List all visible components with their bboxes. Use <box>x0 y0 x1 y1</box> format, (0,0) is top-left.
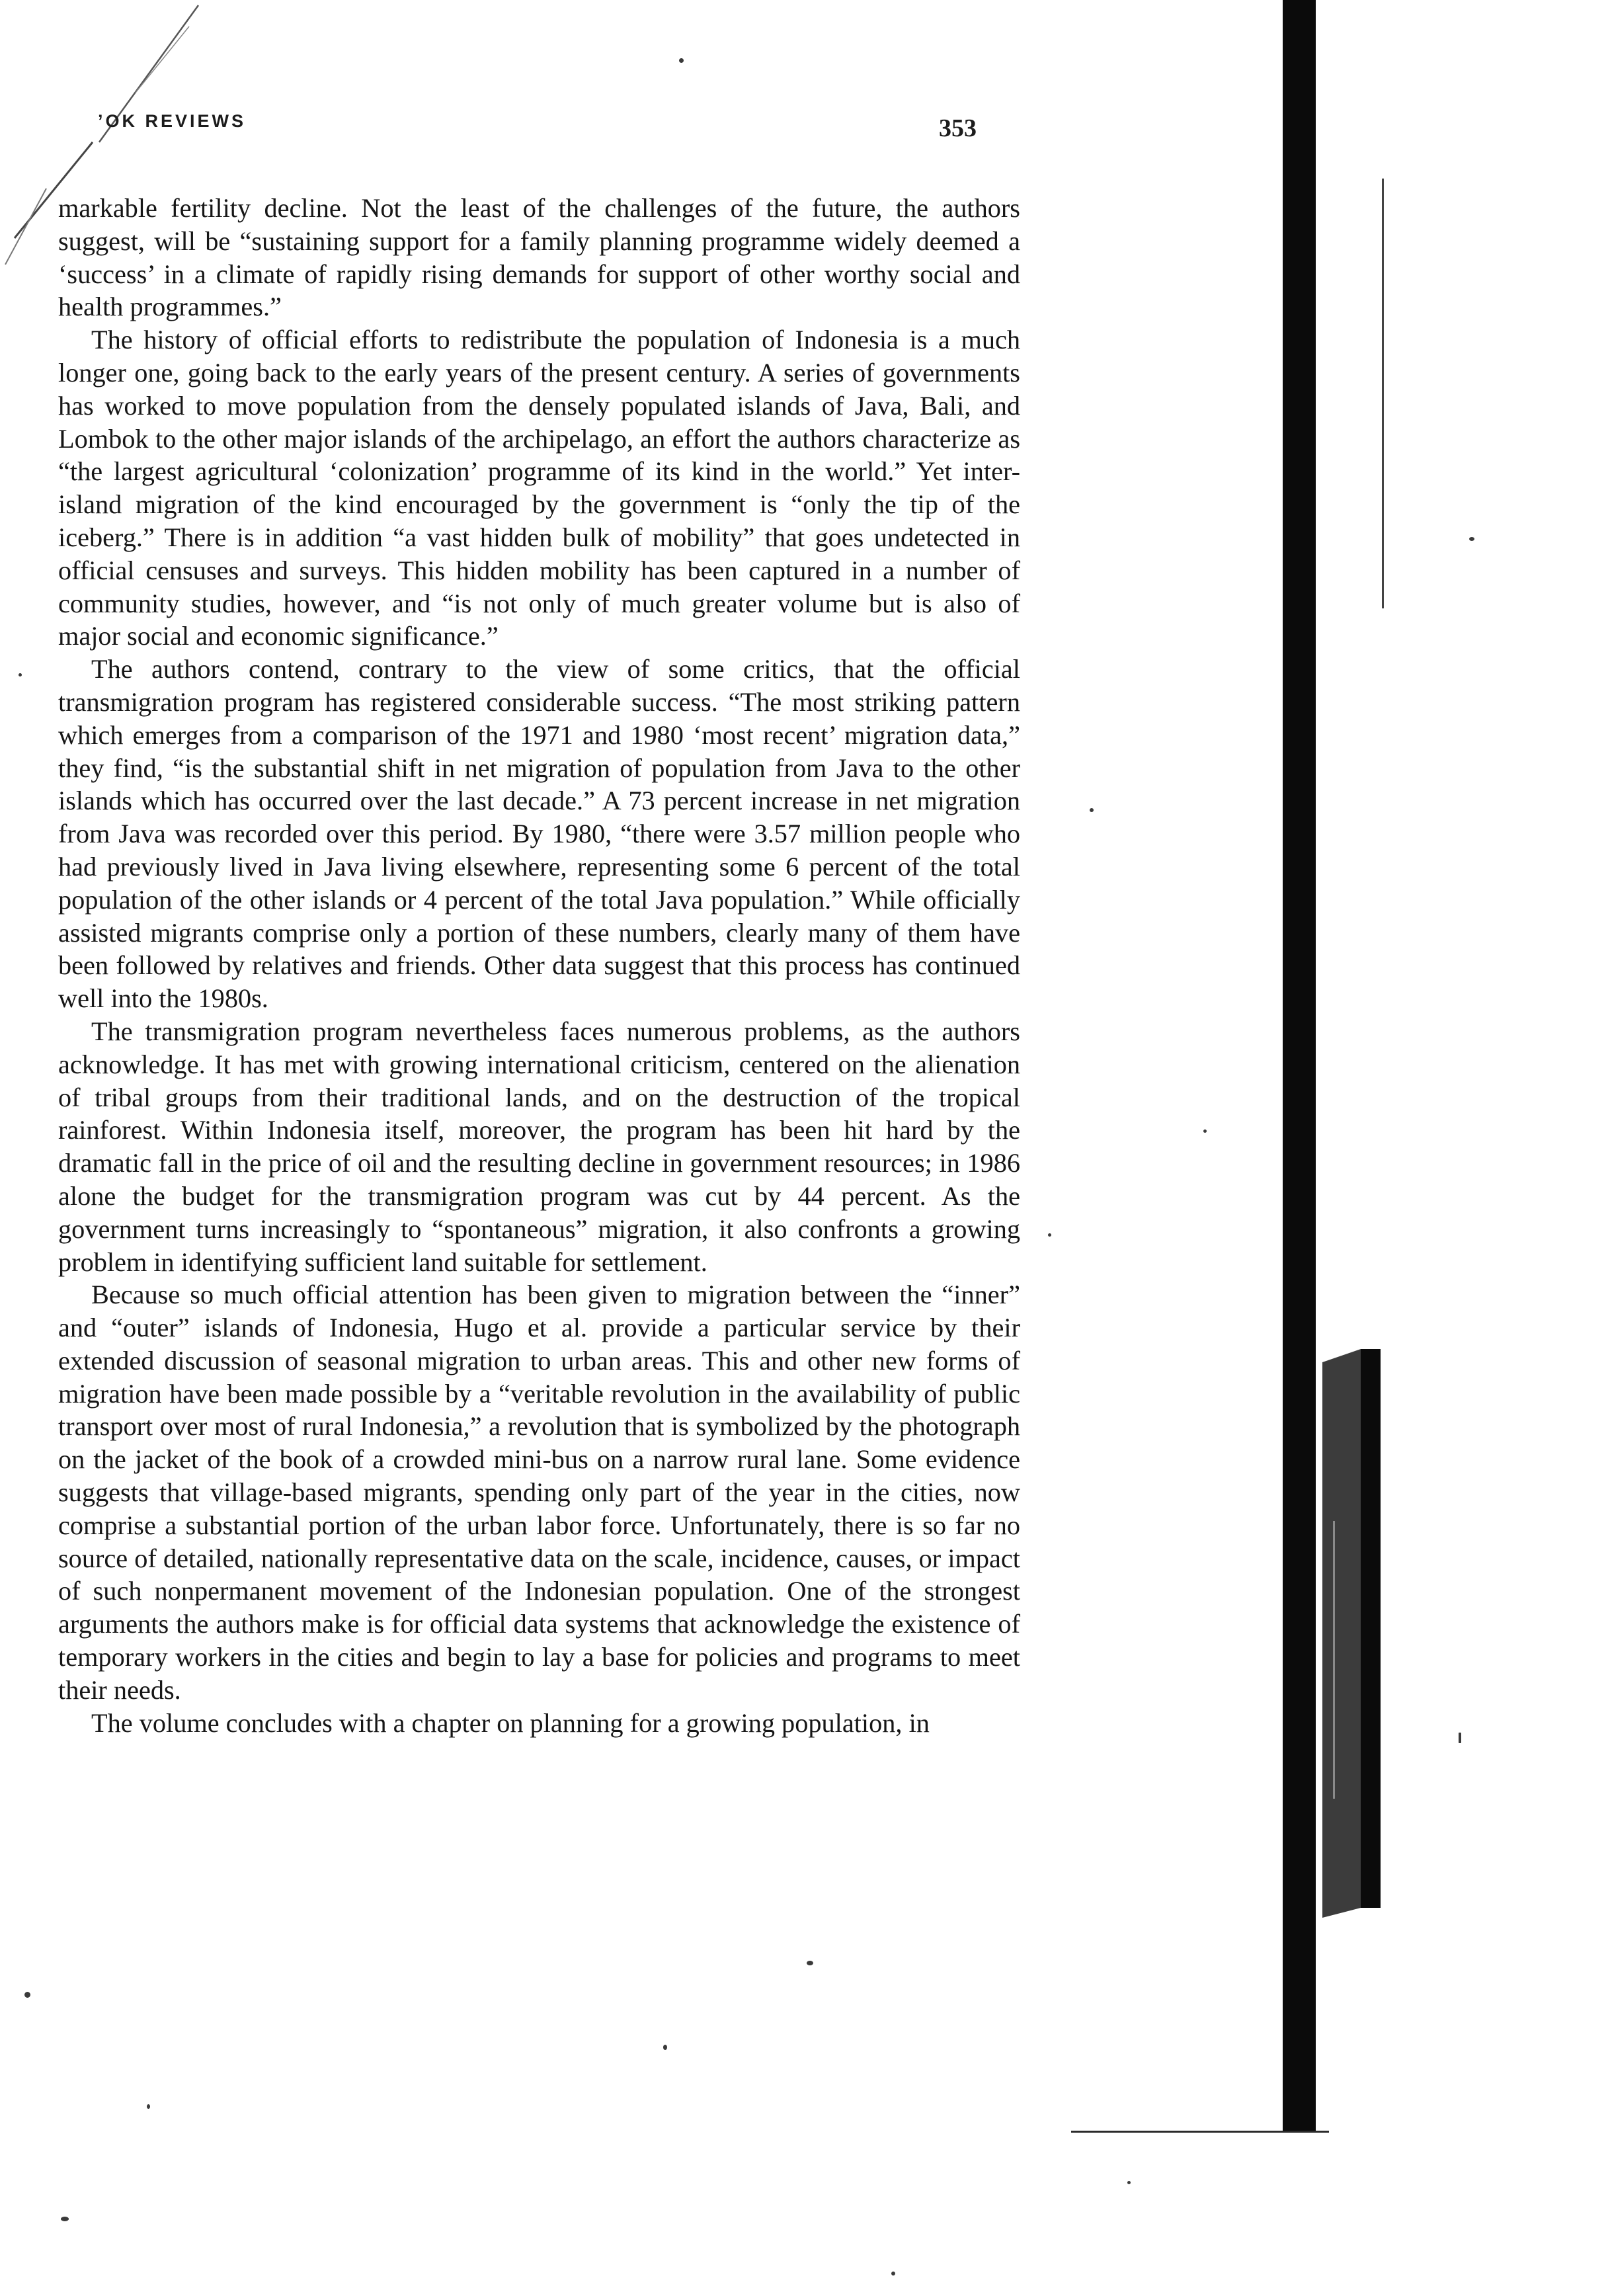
scan-speck <box>663 2045 667 2050</box>
scan-speck <box>1333 1521 1335 1799</box>
binding-shadow-bar <box>1283 0 1316 2133</box>
paragraph: The history of official efforts to redistribute the population of Indonesia is a much longer one, going back to the early years of the present century. A series of governments has worked to move population from the densely populated islands of Java, Bali, and Lombok to the other major islands of the archipelago, an effort the authors characterize as “the largest agricultural ‘colonization’ programme of its kind in the world.” Yet inter-island migration of the kind encouraged by the government is “only the tip of the iceberg.” There is in addition “a vast hidden bulk of mobility” that goes undetected in official censuses and surveys. This hidden mobility has been captured in a number of community studies, however, and “is not only of much greater volume but is also of major social and economic significance.” <box>58 325 1020 651</box>
scan-speck <box>679 58 684 63</box>
running-head: ’OK REVIEWS <box>98 111 247 131</box>
paragraph: Because so much official attention has been given to migration between the “inner” and “outer” islands of Indonesia, Hugo et al. provide a particular service by their extended discussion of seasonal migration to urban areas. This and other new forms of migration have been made possible by a “veritable revolution in the availability of public transport over most of rural Indonesia,” a revolution that is symbolized by the photograph on the jacket of the book of a crowded mini-bus on a narrow rural lane. Some evidence suggests that village-based migrants, spending only part of the year in the cities, now comprise a substantial portion of the urban labor force. Unfortunately, there is so far no source of detailed, nationally representative data on the scale, incidence, causes, or impact of such nonpermanent movement of the Indonesian population. One of the strongest arguments the authors make is for official data systems that acknowledge the existence of temporary workers in the cities and begin to lay a base for policies and programs to meet their needs. <box>58 1280 1020 1705</box>
scan-speck <box>147 2104 150 2109</box>
paragraph: The transmigration program nevertheless faces numerous problems, as the authors acknowledge. It has met with growing international criticism, centered on the alienation of tribal groups from their traditional lands, and on the destruction of the tropical rainforest. Within Indonesia itself, moreover, the program has been hit hard by the dramatic fall in the price of oil and the resulting decline in government resources; in 1986 alone the budget for the transmigration program was cut by 44 percent. As the government turns increasingly to “spontaneous” migration, it also confronts a growing problem in identifying sufficient land suitable for settlement. <box>58 1016 1020 1277</box>
page-number: 353 <box>939 114 977 142</box>
scan-speck <box>1459 1733 1461 1743</box>
scan-speck <box>1090 808 1094 812</box>
scan-speck <box>19 673 22 676</box>
scan-speck <box>1127 2181 1131 2184</box>
scan-speck <box>1048 1233 1051 1237</box>
scan-speck <box>61 2217 69 2221</box>
scan-speck <box>24 1992 30 1998</box>
paragraph: The authors contend, contrary to the view of some critics, that the official transmigration program has registered considerable success. “The most striking pattern which emerges from a comparison of the 1971 and 1980 ‘most recent’ migration data,” they find, “is the substantial shift in net migration of population from Java to the other islands which has occurred over the last decade.” A 73 percent increase in net migration from Java was recorded over this period. By 1980, “there were 3.57 million people who had previously lived in Java living elsewhere, representing some 6 percent of the total population of the other islands or 4 percent of the total Java population.” While officially assisted migrants comprise only a portion of these numbers, clearly many of them have been followed by relatives and friends. Other data suggest that this process has continued well into the 1980s. <box>58 654 1020 1014</box>
fold-line-vertical <box>1382 179 1384 608</box>
review-body <box>58 192 1020 1739</box>
paragraph: markable fertility decline. Not the least of the challenges of the future, the authors suggest, will be “sustaining support for a family planning programme widely deemed a ‘success’ in a climate of rapidly rising demands for support of other worthy social and health programmes.” <box>58 193 1020 322</box>
scan-speck <box>807 1961 813 1965</box>
fold-line-horizontal <box>1071 2131 1329 2133</box>
paragraph: The volume concludes with a chapter on planning for a growing population, in <box>91 1707 930 1738</box>
scan-speck <box>1203 1129 1207 1133</box>
scan-speck <box>1469 537 1474 541</box>
scan-speck <box>891 2272 895 2276</box>
